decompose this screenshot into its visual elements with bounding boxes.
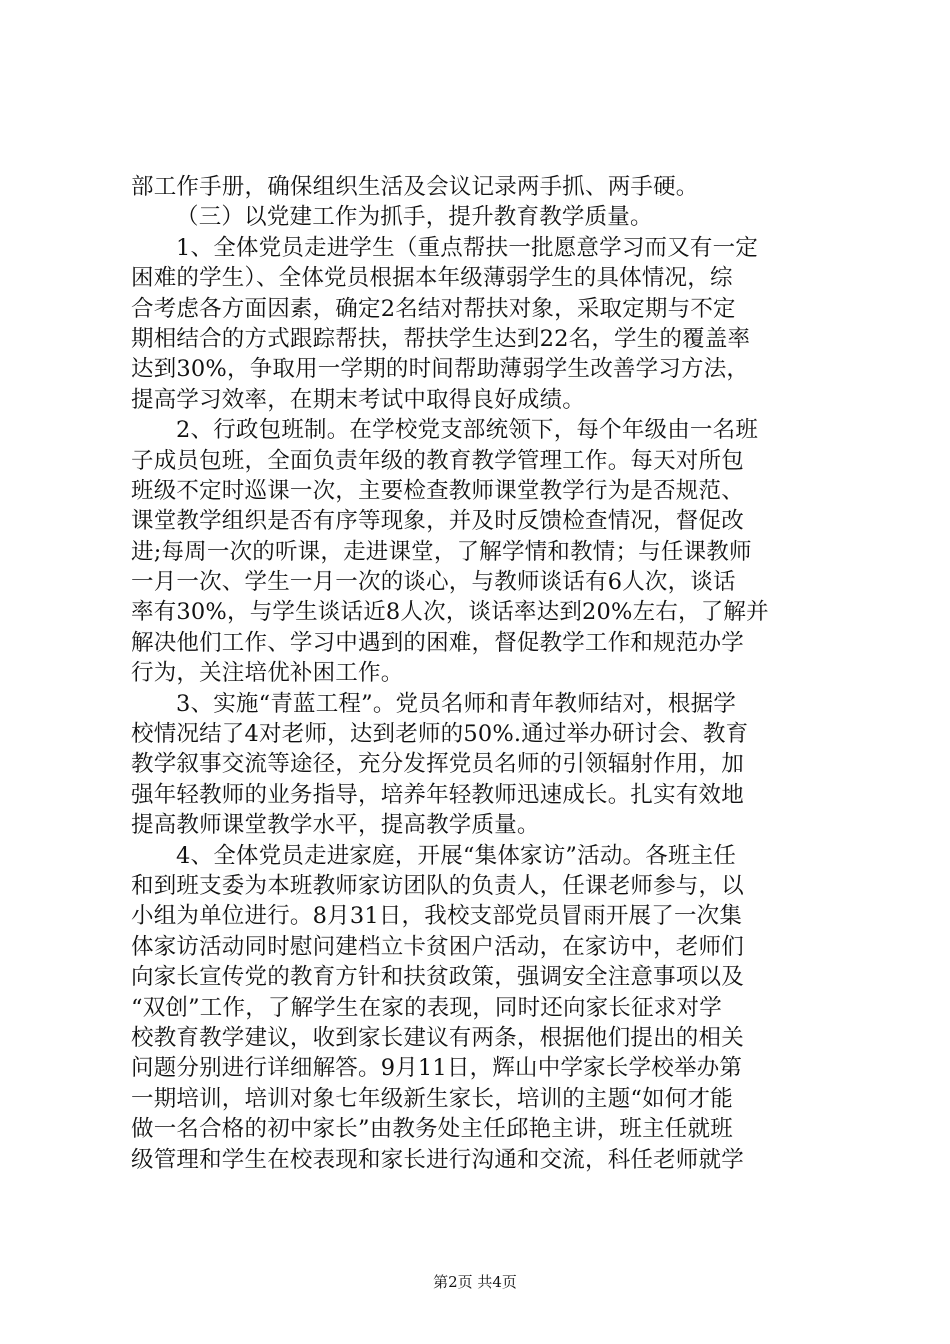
text-line: 级管理和学生在校表现和家长进行沟通和交流，科任老师就学 bbox=[131, 1146, 744, 1173]
text-line: 班级不定时巡课一次，主要检查教师课堂教学行为是否规范、 bbox=[131, 477, 744, 504]
text-line: 行为，关注培优补困工作。 bbox=[131, 660, 404, 687]
text-line: 做一名合格的初中家长”由教务处主任邱艳主讲，班主任就班 bbox=[131, 1116, 733, 1143]
text-line: 提高教师课堂教学水平，提高教学质量。 bbox=[131, 812, 540, 839]
paragraph-start: 1、全体党员走进学生（重点帮扶一批愿意学习而又有一定 bbox=[176, 234, 759, 261]
paragraph-start: 4、全体党员走进家庭，开展“集体家访”活动。各班主任 bbox=[176, 842, 737, 869]
text-line: 强年轻教师的业务指导，培养年轻教师迅速成长。扎实有效地 bbox=[131, 781, 744, 808]
text-line: 合考虑各方面因素，确定2名结对帮扶对象，采取定期与不定 bbox=[131, 295, 736, 322]
text-line: 教学叙事交流等途径，充分发挥党员名师的引领辐射作用，加 bbox=[131, 751, 744, 778]
text-line: 校教育教学建议，收到家长建议有两条，根据他们提出的相关 bbox=[131, 1024, 744, 1051]
text-line: 期相结合的方式跟踪帮扶，帮扶学生达到22名，学生的覆盖率 bbox=[131, 325, 751, 352]
text-line: 部工作手册，确保组织生活及会议记录两手抓、两手硬。 bbox=[131, 174, 699, 200]
text-line: 解决他们工作、学习中遇到的困难，督促教学工作和规范办学 bbox=[131, 629, 744, 656]
text-line: 率有30%，与学生谈话近8人次，谈话率达到20%左右，了解并 bbox=[131, 599, 769, 626]
text-line: 问题分别进行详细解答。9月11日，辉山中学家长学校举办第 bbox=[131, 1055, 743, 1082]
text-line: 校情况结了4对老师，达到老师的50%.通过举办研讨会、教育 bbox=[131, 721, 749, 748]
paragraph-start: 3、实施“青蓝工程”。党员名师和青年教师结对，根据学 bbox=[176, 690, 737, 717]
text-line: 困难的学生）、全体党员根据本年级薄弱学生的具体情况，综 bbox=[131, 265, 733, 292]
text-line: 进;每周一次的听课，走进课堂，了解学情和教情；与任课教师 bbox=[131, 538, 752, 565]
text-line: 体家访活动同时慰问建档立卡贫困户活动，在家访中，老师们 bbox=[131, 933, 744, 960]
text-line: 达到30%，争取用一学期的时间帮助薄弱学生改善学习方法， bbox=[131, 356, 750, 383]
text-line: 一期培训，培训对象七年级新生家长，培训的主题“如何才能 bbox=[131, 1085, 733, 1112]
text-line: 子成员包班，全面负责年级的教育教学管理工作。每天对所包 bbox=[131, 447, 744, 474]
page-number-footer: 第2页 共4页 bbox=[433, 1273, 517, 1291]
text-line: 向家长宣传党的教育方针和扶贫政策，强调安全注意事项以及 bbox=[131, 964, 744, 991]
section-heading: （三）以党建工作为抓手，提升教育教学质量。 bbox=[176, 204, 653, 231]
text-line: 小组为单位进行。8月31日，我校支部党员冒雨开展了一次集 bbox=[131, 903, 743, 930]
text-line: 提高学习效率，在期末考试中取得良好成绩。 bbox=[131, 386, 586, 413]
text-line: 课堂教学组织是否有序等现象，并及时反馈检查情况，督促改 bbox=[131, 508, 744, 535]
document-body bbox=[131, 172, 825, 1175]
text-line: “双创”工作，了解学生在家的表现，同时还向家长征求对学 bbox=[131, 994, 722, 1021]
text-line: 一月一次、学生一月一次的谈心，与教师谈话有6人次，谈话 bbox=[131, 569, 736, 596]
paragraph-start: 2、行政包班制。在学校党支部统领下，每个年级由一名班 bbox=[176, 417, 759, 444]
text-line: 和到班支委为本班教师家访团队的负责人，任课老师参与，以 bbox=[131, 872, 744, 899]
